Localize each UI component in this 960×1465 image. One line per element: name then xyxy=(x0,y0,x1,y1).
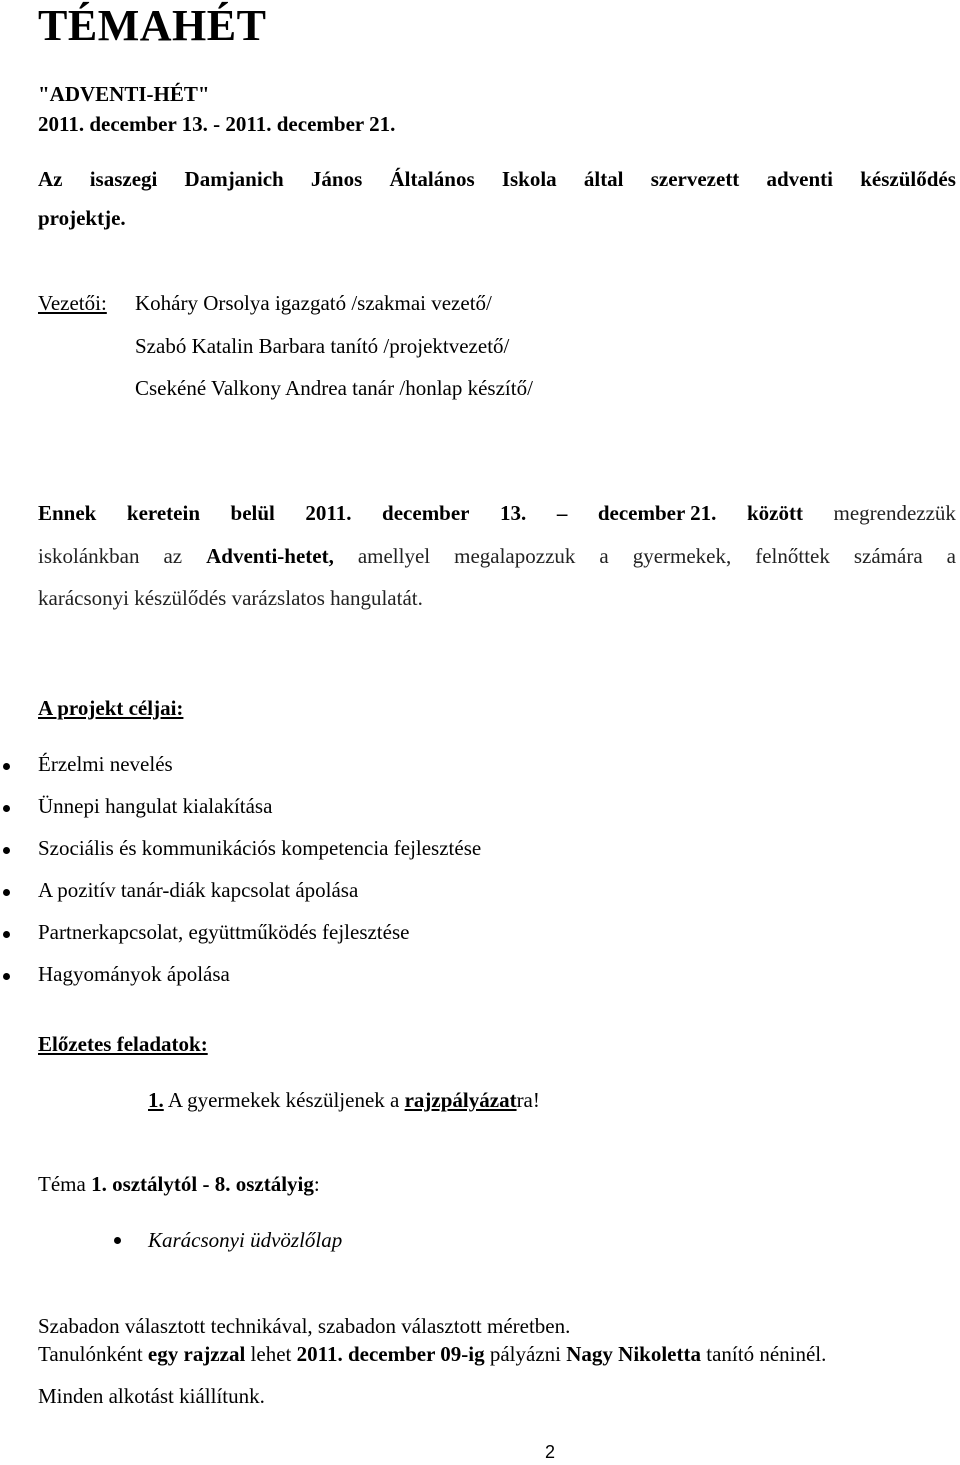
leader-1: Koháry Orsolya igazgató /szakmai vezető/ xyxy=(135,291,492,315)
framework-between: között xyxy=(746,501,803,525)
goal-item: Hagyományok ápolása xyxy=(38,962,230,986)
leader-3: Csekéné Valkony Andrea tanár /honlap készítő/ xyxy=(135,376,533,400)
intro-word: által xyxy=(583,167,624,191)
framework-after: megrendezzük xyxy=(833,501,956,525)
intro-line-1 xyxy=(38,166,956,192)
framework-date-end: december 21. xyxy=(597,501,717,525)
closing-part: 2011. december 09-ig xyxy=(296,1342,485,1366)
framework-line-3: karácsonyi készülődés varázslatos hangulatát. xyxy=(38,586,423,610)
framework-word: megalapozzuk xyxy=(454,544,576,568)
intro-word: Iskola xyxy=(501,167,557,191)
framework-word: számára xyxy=(853,544,923,568)
framework-line-1 xyxy=(38,500,956,526)
closing-part: Tanulónként xyxy=(38,1342,148,1366)
framework-word: 13. xyxy=(500,501,527,525)
intro-word: szervezett xyxy=(650,167,740,191)
framework-adventi-het: Adventi-hetet, xyxy=(206,544,334,568)
bullet-dot xyxy=(3,763,10,770)
page-title: TÉMAHÉT xyxy=(38,1,267,50)
framework-word: az xyxy=(163,544,183,568)
closing-line-1: Szabadon választott technikával, szabadon választott méretben. xyxy=(38,1314,571,1338)
theme-line xyxy=(38,1171,320,1197)
framework-word: keretein xyxy=(126,501,200,525)
goal-item: Partnerkapcsolat, együttműködés fejlesztése xyxy=(38,920,410,944)
intro-word: Általános xyxy=(389,167,475,191)
page-number: 2 xyxy=(545,1442,556,1462)
leaders-label: Vezetői: xyxy=(38,291,107,315)
goal-item: A pozitív tanár-diák kapcsolat ápolása xyxy=(38,878,359,902)
goal-item: Szociális és kommunikációs kompetencia fejlesztése xyxy=(38,836,482,860)
framework-word: Ennek xyxy=(38,501,97,525)
bullet-dot xyxy=(3,889,10,896)
theme-suffix: : xyxy=(313,1172,320,1196)
bullet-dot xyxy=(3,931,10,938)
closing-line-2 xyxy=(38,1341,826,1367)
closing-part: egy rajzzal xyxy=(147,1342,246,1366)
task-bold-word: rajzpályázat xyxy=(404,1088,517,1112)
closing-part: lehet xyxy=(245,1342,297,1366)
intro-word: adventi xyxy=(766,167,834,191)
framework-word: a xyxy=(599,544,609,568)
intro-line-2: projektje. xyxy=(38,206,126,230)
framework-word: a xyxy=(946,544,956,568)
tasks-heading: Előzetes feladatok: xyxy=(38,1032,208,1056)
leader-2: Szabó Katalin Barbara tanító /projektvezető/ xyxy=(135,334,510,358)
closing-line-3: Minden alkotást kiállítunk. xyxy=(38,1384,265,1408)
bullet-dot xyxy=(3,805,10,812)
intro-word: János xyxy=(310,167,363,191)
intro-word: Az xyxy=(38,167,63,191)
closing-part: pályázni xyxy=(484,1342,567,1366)
intro-word: készülődés xyxy=(860,167,956,191)
framework-word: felnőttek xyxy=(755,544,830,568)
intro-word: Damjanich xyxy=(184,167,284,191)
framework-word: amellyel xyxy=(357,544,431,568)
closing-part: Nagy Nikoletta xyxy=(566,1342,701,1366)
bullet-dot xyxy=(3,973,10,980)
theme-range: 1. osztálytól - 8. osztályig xyxy=(91,1172,314,1196)
bullet-dot xyxy=(3,847,10,854)
intro-word: isaszegi xyxy=(89,167,158,191)
date-range: 2011. december 13. - 2011. december 21. xyxy=(38,112,396,136)
goal-item: Ünnepi hangulat kialakítása xyxy=(38,794,273,818)
theme-prefix: Téma xyxy=(38,1172,86,1196)
closing-part: tanító néninél. xyxy=(701,1342,827,1366)
framework-word: 2011. xyxy=(305,501,352,525)
theme-item: Karácsonyi üdvözlőlap xyxy=(148,1228,343,1252)
framework-dash: – xyxy=(556,501,568,525)
framework-word: iskolánkban xyxy=(38,544,140,568)
framework-word: belül xyxy=(230,501,275,525)
goals-heading: A projekt céljai: xyxy=(38,696,184,720)
framework-line-2 xyxy=(38,543,956,569)
framework-word: gyermekek, xyxy=(632,544,732,568)
task-number: 1. xyxy=(148,1088,164,1112)
task-item-1 xyxy=(148,1087,540,1113)
framework-word: december xyxy=(382,501,470,525)
goal-item: Érzelmi nevelés xyxy=(38,752,173,776)
task-text-after: ra! xyxy=(516,1088,540,1112)
task-text-before: A gyermekek készüljenek a xyxy=(167,1088,400,1112)
subtitle: "ADVENTI-HÉT" xyxy=(38,82,210,106)
bullet-dot xyxy=(114,1237,121,1244)
